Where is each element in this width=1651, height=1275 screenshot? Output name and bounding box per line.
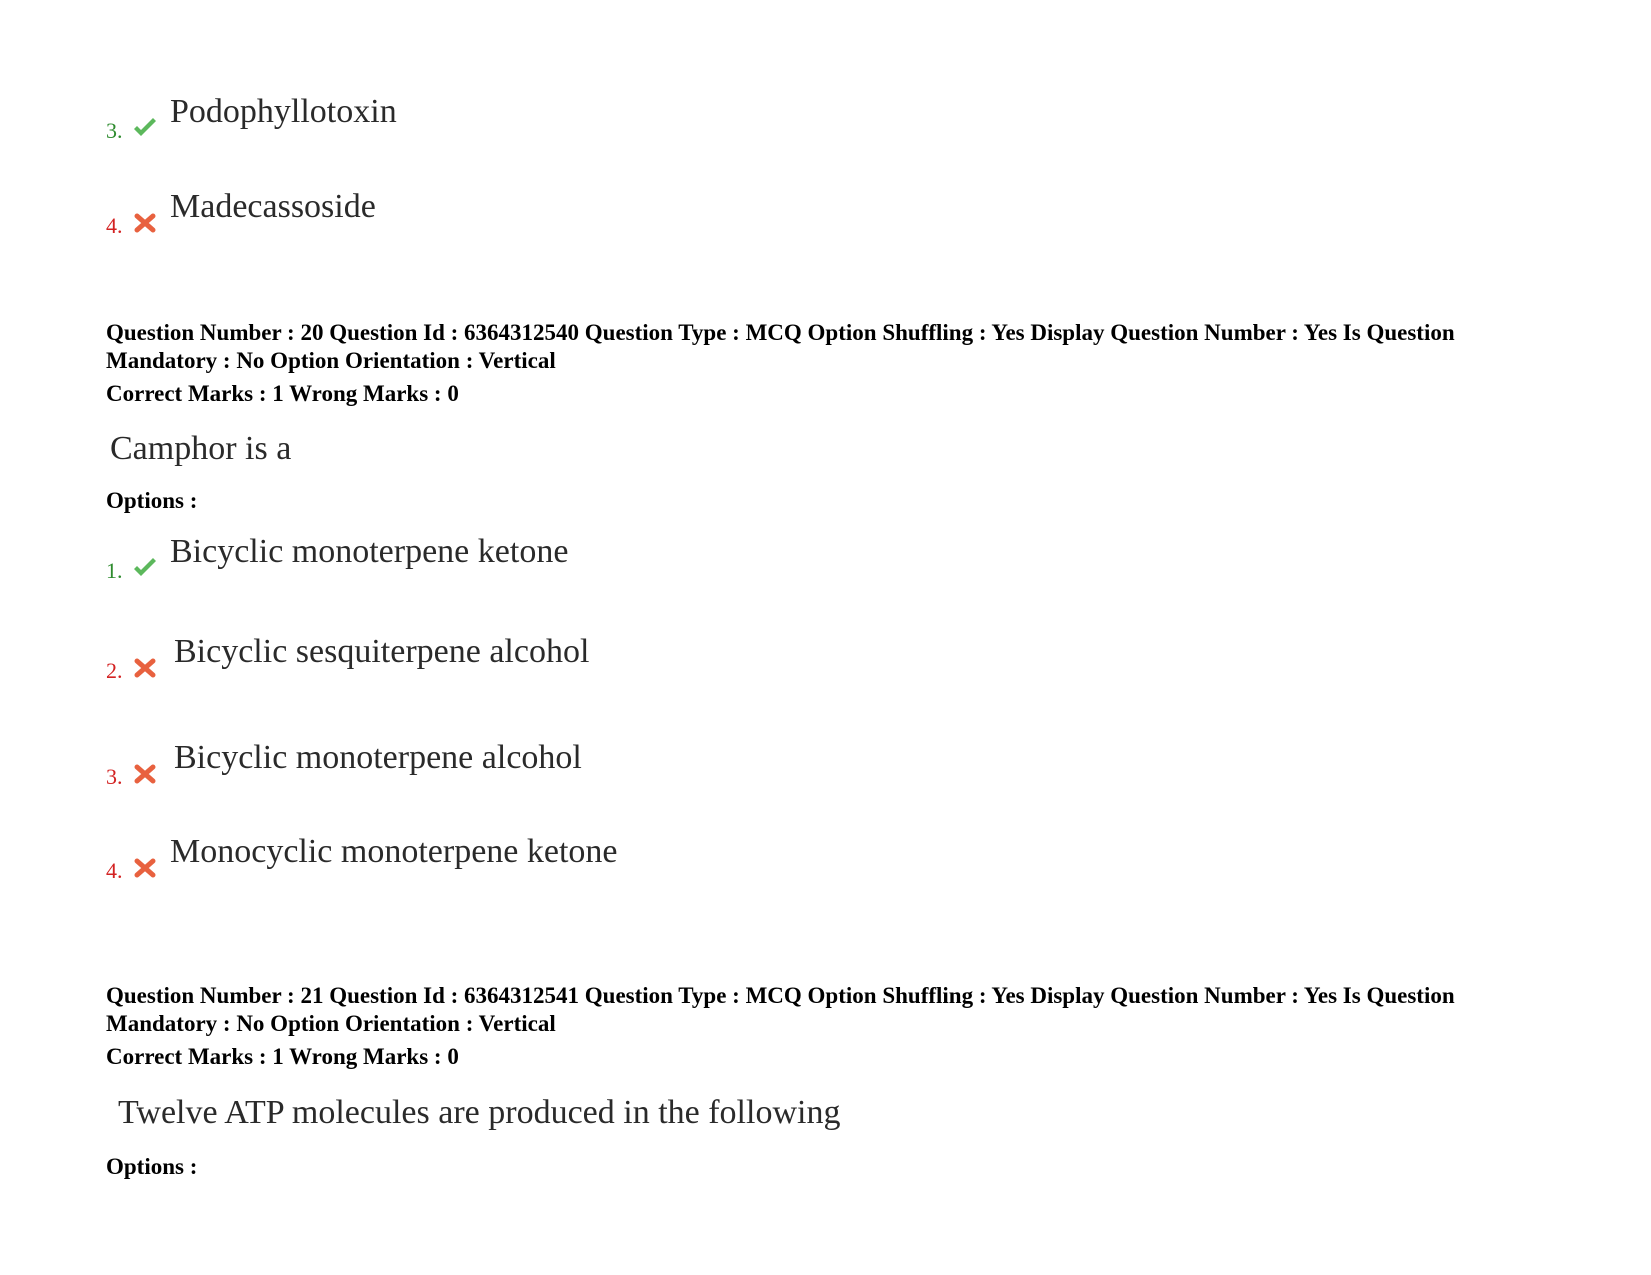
cross-icon bbox=[132, 856, 158, 880]
question-marks: Correct Marks : 1 Wrong Marks : 0 bbox=[106, 1044, 459, 1069]
cross-icon bbox=[132, 656, 158, 680]
options-label: Options : bbox=[106, 488, 198, 513]
question-meta: Question Number : 21 Question Id : 6364312541 Question Type : MCQ Option Shuffling : Yes Display Question Number : Yes Is Question Mandatory : No Option Orientation : Vertical bbox=[106, 983, 1455, 1036]
question-marks: Correct Marks : 1 Wrong Marks : 0 bbox=[106, 381, 459, 406]
cross-icon bbox=[132, 762, 158, 786]
option-row bbox=[106, 832, 906, 888]
option-row bbox=[106, 92, 906, 148]
check-icon bbox=[132, 556, 158, 580]
cross-icon bbox=[132, 211, 158, 235]
option-text: Bicyclic monoterpene ketone bbox=[170, 533, 569, 570]
option-number: 3. bbox=[106, 118, 123, 143]
options-label: Options : bbox=[106, 1154, 198, 1179]
option-text: Podophyllotoxin bbox=[170, 93, 397, 130]
question-meta: Question Number : 20 Question Id : 6364312540 Question Type : MCQ Option Shuffling : Yes Display Question Number : Yes Is Question Mandatory : No Option Orientation : Vertical bbox=[106, 320, 1455, 373]
question-text: Twelve ATP molecules are produced in the following bbox=[118, 1094, 841, 1131]
option-row bbox=[106, 632, 906, 688]
option-row bbox=[106, 532, 906, 588]
option-number: 3. bbox=[106, 764, 123, 789]
option-number: 4. bbox=[106, 213, 123, 238]
check-icon bbox=[132, 116, 158, 140]
option-row bbox=[106, 738, 906, 794]
question-text: Camphor is a bbox=[110, 430, 292, 467]
option-text: Madecassoside bbox=[170, 188, 376, 225]
option-number: 4. bbox=[106, 858, 123, 883]
option-row bbox=[106, 187, 906, 243]
option-text: Monocyclic monoterpene ketone bbox=[170, 833, 618, 870]
option-text: Bicyclic sesquiterpene alcohol bbox=[174, 633, 590, 670]
option-number: 1. bbox=[106, 558, 123, 583]
option-number: 2. bbox=[106, 658, 123, 683]
option-text: Bicyclic monoterpene alcohol bbox=[174, 739, 582, 776]
